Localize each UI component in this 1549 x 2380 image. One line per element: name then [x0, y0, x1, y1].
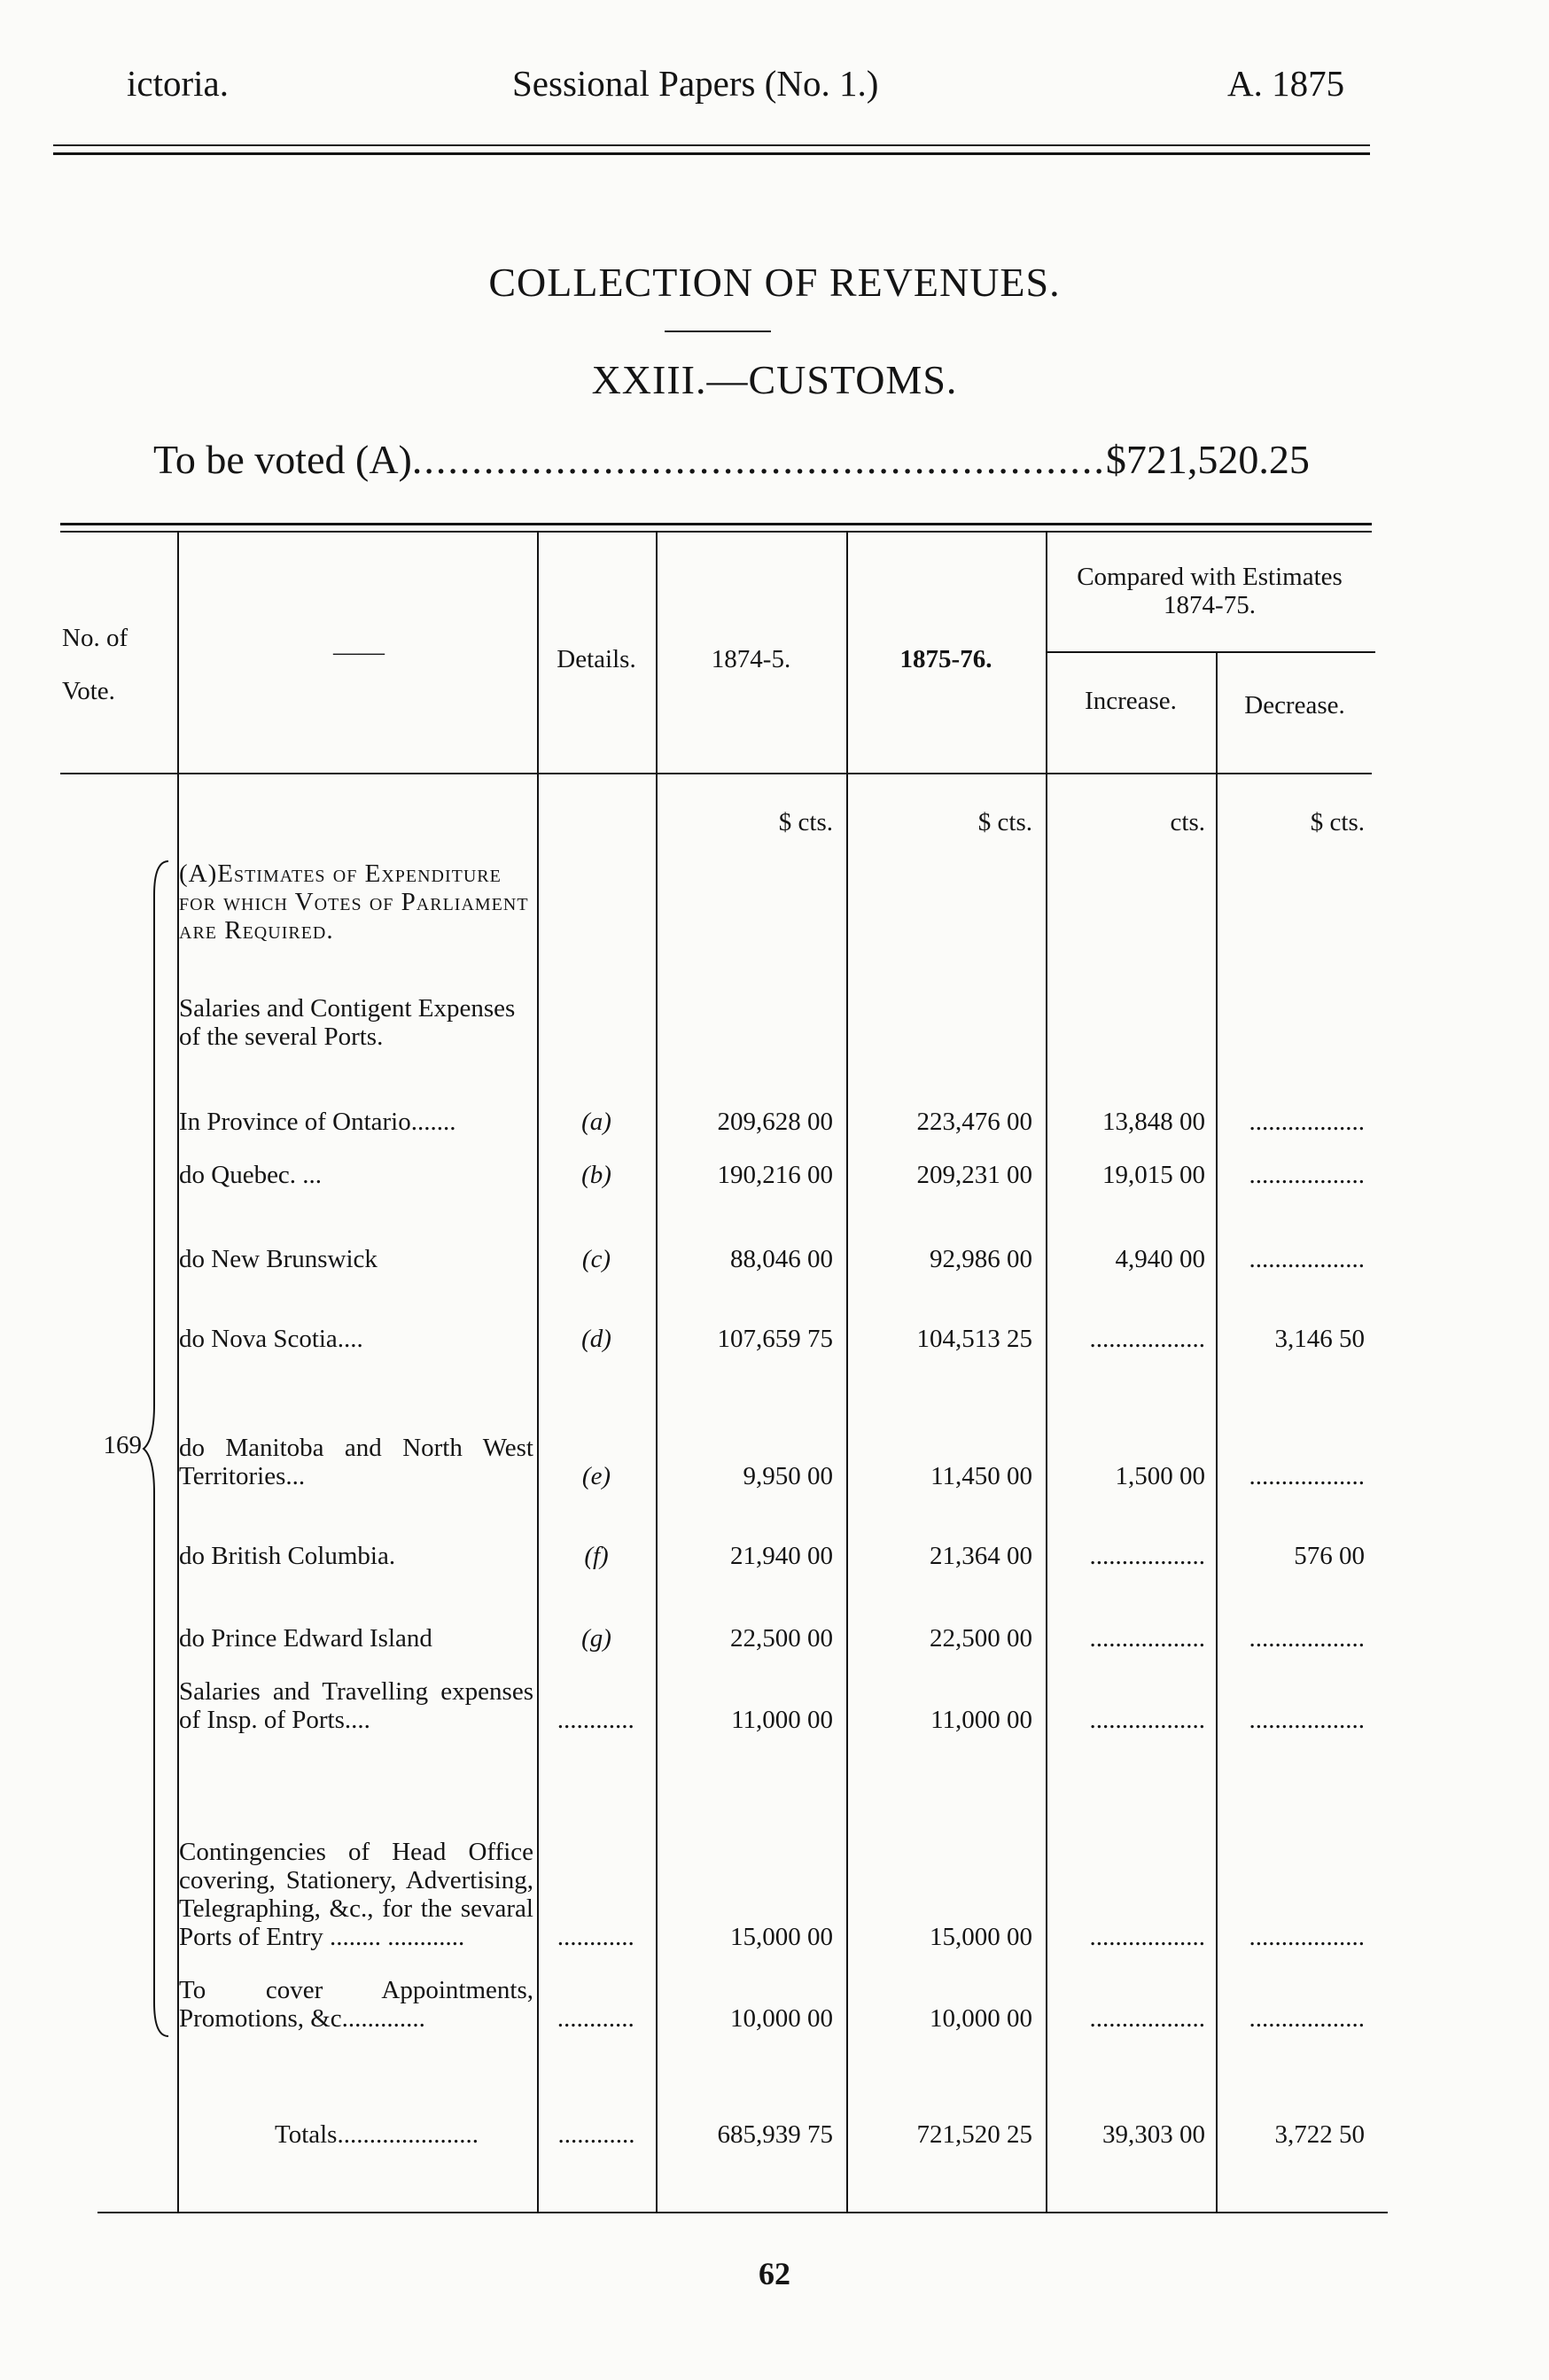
row-decrease: .................. — [1249, 1108, 1365, 1136]
row-value-1874: 15,000 00 — [730, 1923, 833, 1951]
row-description: Salaries and Travelling expenses of Insp. of Ports.... — [179, 1677, 533, 1734]
row-increase: .................. — [1089, 1542, 1205, 1570]
row-detail: ............ — [557, 2004, 635, 2033]
col-line-increase — [1216, 651, 1218, 2212]
document-title: COLLECTION OF REVENUES. — [488, 260, 1061, 305]
unit-1874: $ cts. — [778, 808, 833, 836]
totals-detail: ............ — [557, 2120, 635, 2149]
row-decrease: .................. — [1249, 1161, 1365, 1189]
row-detail: (c) — [581, 1245, 611, 1273]
document-subtitle: XXIII.—CUSTOMS. — [591, 357, 958, 402]
totals-label: Totals...................... — [275, 2120, 479, 2149]
row-increase: .................. — [1089, 2004, 1205, 2033]
totals-1874: 685,939 75 — [717, 2120, 833, 2149]
row-decrease: .................. — [1249, 1462, 1365, 1490]
row-description: do British Columbia. — [179, 1542, 396, 1570]
row-decrease: .................. — [1249, 1245, 1365, 1273]
col-line-details — [656, 533, 658, 2212]
row-increase: 13,848 00 — [1102, 1108, 1205, 1136]
col-line-vote — [177, 533, 179, 2212]
row-detail: (b) — [581, 1161, 611, 1189]
col-header-increase: Increase. — [1085, 687, 1177, 715]
row-description: do New Brunswick — [179, 1245, 378, 1273]
to-be-voted-line: To be voted (A)..........................................................$721,520.25 — [153, 437, 1310, 482]
col-header-details: Details. — [557, 645, 636, 673]
row-increase: .................. — [1089, 1325, 1205, 1353]
row-value-1875: 209,231 00 — [916, 1161, 1032, 1189]
row-value-1874: 11,000 00 — [731, 1706, 833, 1734]
row-detail: (g) — [581, 1624, 611, 1653]
row-description: do Nova Scotia.... — [179, 1325, 363, 1353]
row-decrease: .................. — [1249, 1624, 1365, 1653]
running-header-left: ictoria. — [127, 63, 229, 104]
row-description: To cover Appointments, Promotions, &c............. — [179, 1976, 533, 2033]
totals-decrease: 3,722 50 — [1274, 2120, 1365, 2149]
row-decrease: 3,146 50 — [1274, 1325, 1365, 1353]
row-increase: 1,500 00 — [1115, 1462, 1205, 1490]
row-value-1874: 107,659 75 — [717, 1325, 833, 1353]
row-increase: .................. — [1089, 1923, 1205, 1951]
title-separator — [665, 331, 771, 332]
row-detail: ............ — [557, 1923, 635, 1951]
row-increase: .................. — [1089, 1706, 1205, 1734]
row-description: Contingencies of Head Office covering, Stationery, Advertising, Telegraphing, &c., for the sevaral Ports of Entry ........ ............ — [179, 1838, 533, 1951]
row-value-1874: 10,000 00 — [730, 2004, 833, 2033]
row-value-1875: 11,000 00 — [930, 1706, 1032, 1734]
row-description: do Quebec. ... — [179, 1161, 323, 1189]
row-increase: 4,940 00 — [1115, 1245, 1205, 1273]
col-header-compared: Compared with Estimates 1874-75. — [1077, 563, 1343, 619]
row-value-1875: 11,450 00 — [930, 1462, 1032, 1490]
col-header-decrease: Decrease. — [1244, 691, 1345, 719]
header-body-rule — [60, 773, 1372, 774]
row-description: do Prince Edward Island — [179, 1624, 432, 1653]
table-top-rule-2 — [60, 531, 1372, 533]
vote-brace — [142, 859, 177, 2038]
to-be-voted-label: To be voted (A) — [153, 437, 412, 482]
running-header-year: A. 1875 — [1227, 63, 1345, 104]
row-value-1875: 21,364 00 — [930, 1542, 1032, 1570]
row-value-1875: 22,500 00 — [930, 1624, 1032, 1653]
running-header-title: Sessional Papers (No. 1.) — [512, 63, 879, 104]
header-rule-bottom — [53, 152, 1370, 155]
table-top-rule — [60, 523, 1372, 525]
row-value-1874: 9,950 00 — [743, 1462, 833, 1490]
col-line-desc — [537, 533, 539, 2212]
row-increase: 19,015 00 — [1102, 1161, 1205, 1189]
row-detail: (d) — [581, 1325, 611, 1353]
col-header-vote: No. of Vote. — [62, 624, 128, 705]
row-value-1874: 88,046 00 — [730, 1245, 833, 1273]
row-decrease: .................. — [1249, 1706, 1365, 1734]
col-line-1874 — [846, 533, 848, 2212]
compared-subheader-rule — [1046, 651, 1375, 653]
totals-increase: 39,303 00 — [1102, 2120, 1205, 2149]
col-header-desc: —— — [333, 638, 385, 666]
unit-1875: $ cts. — [977, 808, 1032, 836]
row-description: do Manitoba and North West Territories... — [179, 1434, 533, 1490]
row-detail: (f) — [584, 1542, 609, 1570]
section-heading: (A)Estimates of Expenditure for which Votes of Parliament are Required. — [179, 859, 529, 945]
row-value-1875: 15,000 00 — [930, 1923, 1032, 1951]
row-decrease: .................. — [1249, 1923, 1365, 1951]
row-detail: (e) — [581, 1462, 611, 1490]
row-value-1875: 92,986 00 — [930, 1245, 1032, 1273]
row-description: In Province of Ontario....... — [179, 1108, 456, 1136]
to-be-voted-amount: $721,520.25 — [1105, 437, 1310, 482]
page-number: 62 — [759, 2256, 790, 2291]
totals-1875: 721,520 25 — [916, 2120, 1032, 2149]
row-value-1875: 10,000 00 — [930, 2004, 1032, 2033]
row-value-1875: 223,476 00 — [916, 1108, 1032, 1136]
row-value-1874: 21,940 00 — [730, 1542, 833, 1570]
row-value-1874: 190,216 00 — [717, 1161, 833, 1189]
row-value-1874: 22,500 00 — [730, 1624, 833, 1653]
row-value-1874: 209,628 00 — [717, 1108, 833, 1136]
unit-increase: cts. — [1170, 808, 1205, 836]
table-bottom-rule — [97, 2212, 1388, 2213]
row-value-1875: 104,513 25 — [916, 1325, 1032, 1353]
col-header-1874: 1874-5. — [711, 645, 791, 673]
col-header-1875: 1875-76. — [899, 645, 992, 673]
row-detail: ............ — [557, 1706, 635, 1734]
group-heading: Salaries and Contigent Expenses of the several Ports. — [179, 994, 516, 1051]
col-line-1875 — [1046, 533, 1047, 2212]
row-decrease: .................. — [1249, 2004, 1365, 2033]
unit-decrease: $ cts. — [1310, 808, 1365, 836]
vote-number: 169 — [103, 1431, 142, 1459]
row-decrease: 576 00 — [1294, 1542, 1365, 1570]
row-increase: .................. — [1089, 1624, 1205, 1653]
header-rule-top — [53, 144, 1370, 146]
row-detail: (a) — [581, 1108, 611, 1136]
